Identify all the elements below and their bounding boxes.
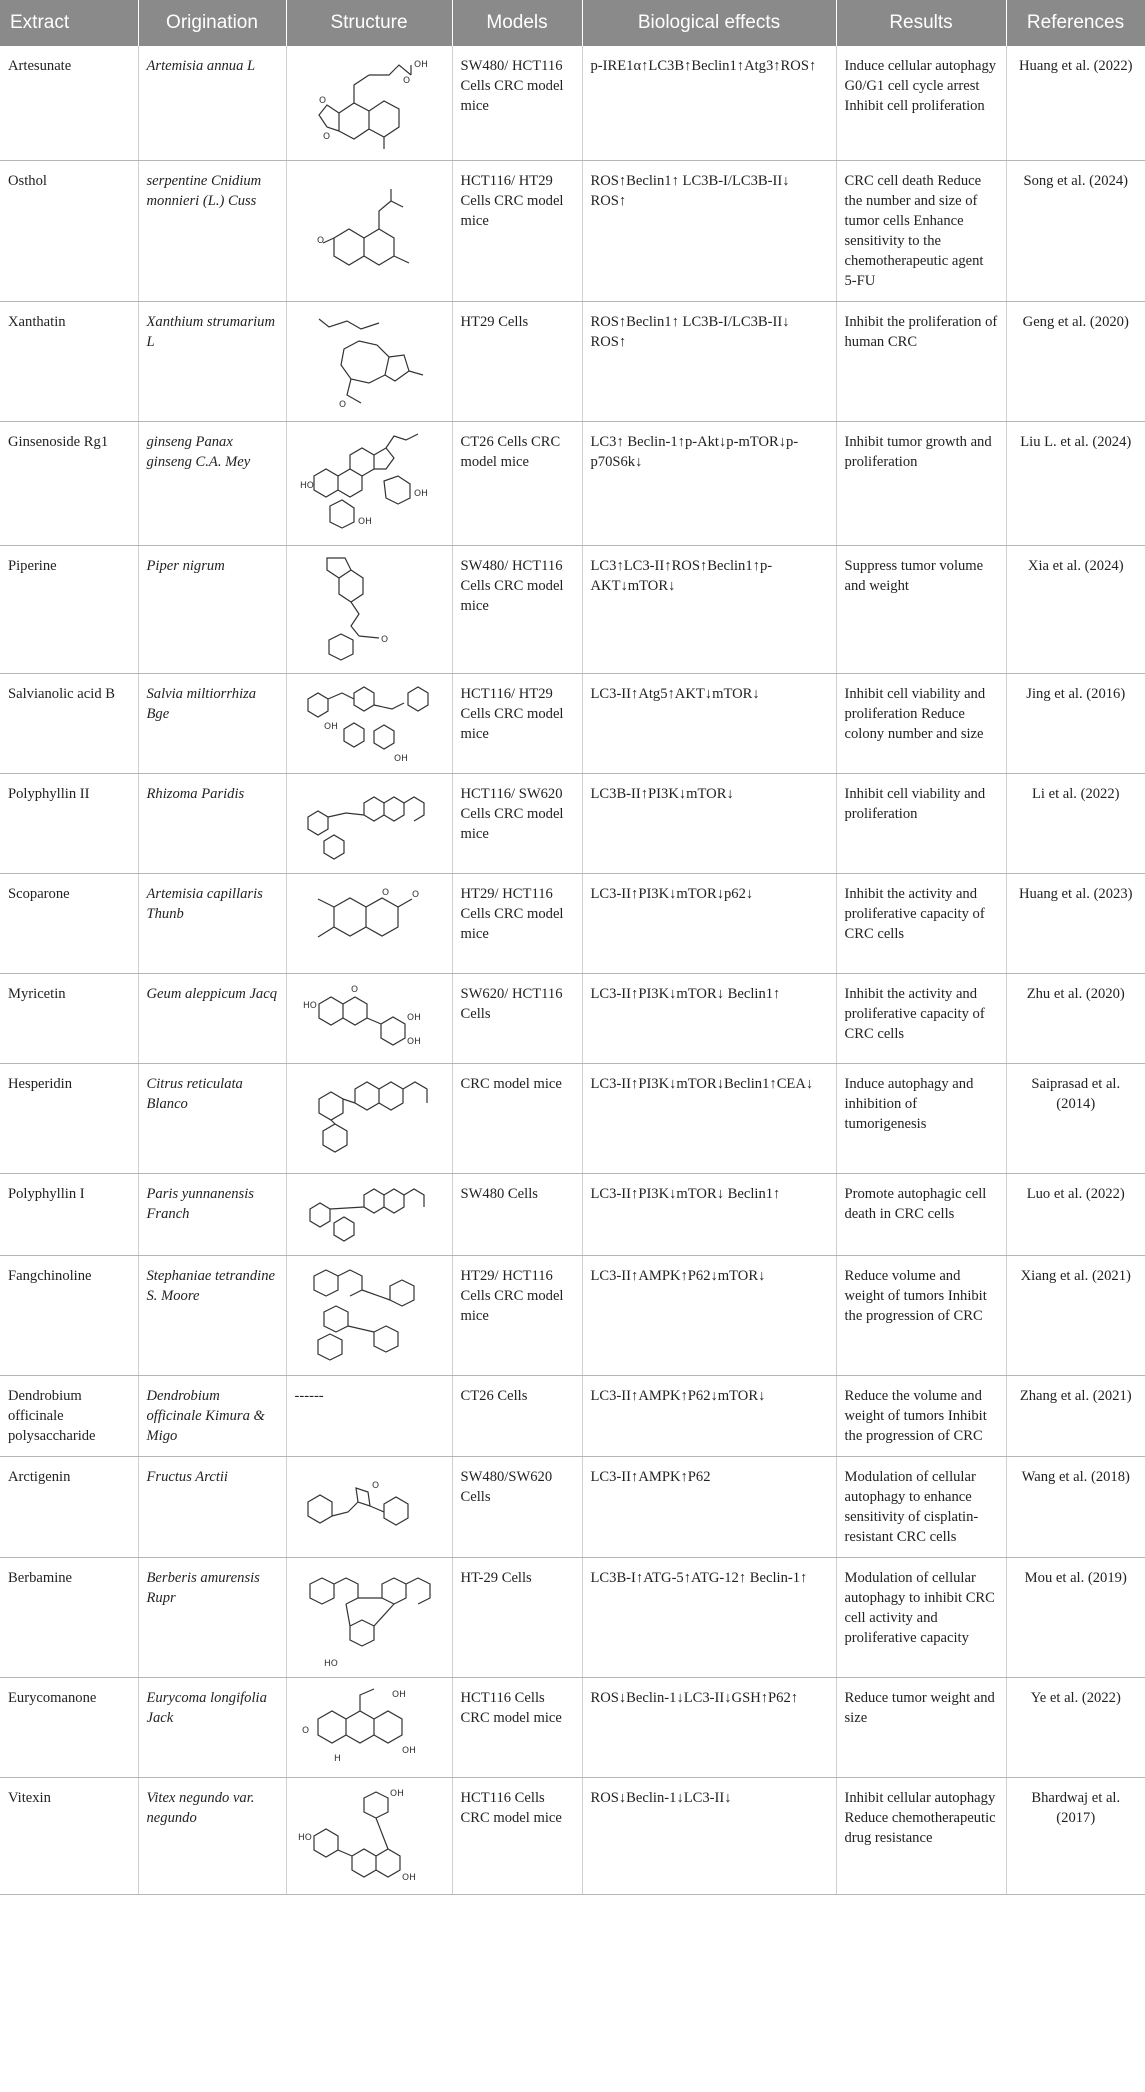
models-cell: HCT116/ HT29 Cells CRC model mice (452, 673, 582, 773)
table-row (0, 773, 1145, 873)
structure-cell: ------ (286, 1375, 452, 1456)
references-cell: Ye et al. (2022) (1006, 1677, 1145, 1777)
fangchinoline-structure-icon (294, 1262, 444, 1368)
svg-text:OH: OH (402, 1746, 416, 1756)
table-row (0, 873, 1145, 973)
svg-text:OH: OH (414, 59, 428, 70)
ginsenoside-structure-icon (294, 426, 444, 541)
models-cell: HT29/ HCT116 Cells CRC model mice (452, 1255, 582, 1375)
results-cell: Suppress tumor volume and weight (836, 545, 1006, 673)
header-references: References (1006, 0, 1145, 46)
effects-cell: LC3-II↑Atg5↑AKT↓mTOR↓ (582, 673, 836, 773)
structure-cell (286, 421, 452, 545)
references-cell: Song et al. (2024) (1006, 160, 1145, 301)
extract-cell: Ginsenoside Rg1 (0, 421, 138, 545)
origination-cell: Rhizoma Paridis (138, 773, 286, 873)
table-row (0, 421, 1145, 545)
models-cell: SW480/SW620 Cells (452, 1456, 582, 1557)
origination-cell: Berberis amurensis Rupr (138, 1557, 286, 1677)
effects-cell: LC3-II↑PI3K↓mTOR↓Beclin1↑CEA↓ (582, 1063, 836, 1173)
origination-cell: Fructus Arctii (138, 1456, 286, 1557)
extract-cell: Osthol (0, 160, 138, 301)
models-cell: HCT116/ SW620 Cells CRC model mice (452, 773, 582, 873)
references-cell: Li et al. (2022) (1006, 773, 1145, 873)
results-cell: Inhibit the activity and proliferative capacity of CRC cells (836, 873, 1006, 973)
effects-cell: ROS↑Beclin1↑ LC3B-I/LC3B-II↓ ROS↑ (582, 301, 836, 421)
origination-cell: Geum aleppicum Jacq (138, 973, 286, 1063)
svg-text:HO: HO (324, 1659, 338, 1669)
extract-cell: Berbamine (0, 1557, 138, 1677)
origination-cell: Artemisia annua L (138, 46, 286, 160)
svg-text:OH: OH (358, 516, 372, 527)
svg-text:OH: OH (394, 754, 408, 764)
structure-cell (286, 773, 452, 873)
extract-cell: Eurycomanone (0, 1677, 138, 1777)
table-row (0, 1557, 1145, 1677)
references-cell: Huang et al. (2022) (1006, 46, 1145, 160)
extract-cell: Scoparone (0, 873, 138, 973)
header-results: Results (836, 0, 1006, 46)
structure-cell (286, 46, 452, 160)
results-cell: Inhibit the proliferation of human CRC (836, 301, 1006, 421)
origination-cell: Stephaniae tetrandine S. Moore (138, 1255, 286, 1375)
extract-cell: Polyphyllin II (0, 773, 138, 873)
references-cell: Mou et al. (2019) (1006, 1557, 1145, 1677)
references-cell: Zhu et al. (2020) (1006, 973, 1145, 1063)
models-cell: CT26 Cells CRC model mice (452, 421, 582, 545)
structure-cell (286, 973, 452, 1063)
extract-cell: Hesperidin (0, 1063, 138, 1173)
table-row (0, 1063, 1145, 1173)
references-cell: Liu L. et al. (2024) (1006, 421, 1145, 545)
effects-cell: ROS↑Beclin1↑ LC3B-I/LC3B-II↓ ROS↑ (582, 160, 836, 301)
effects-cell: LC3-II↑PI3K↓mTOR↓p62↓ (582, 873, 836, 973)
artesunate-structure-icon (299, 53, 439, 153)
svg-text:O: O (403, 75, 411, 86)
table-row (0, 973, 1145, 1063)
table-row (0, 673, 1145, 773)
extract-cell: Xanthatin (0, 301, 138, 421)
effects-cell: LC3-II↑AMPK↑P62↓mTOR↓ (582, 1255, 836, 1375)
extract-cell: Polyphyllin I (0, 1173, 138, 1255)
effects-cell: p-IRE1α↑LC3B↑Beclin1↑Atg3↑ROS↑ (582, 46, 836, 160)
models-cell: SW480 Cells (452, 1173, 582, 1255)
effects-cell: LC3B-II↑PI3K↓mTOR↓ (582, 773, 836, 873)
models-cell: HCT116 Cells CRC model mice (452, 1677, 582, 1777)
results-cell: Promote autophagic cell death in CRC cells (836, 1173, 1006, 1255)
table-row (0, 1456, 1145, 1557)
models-cell: SW480/ HCT116 Cells CRC model mice (452, 545, 582, 673)
extract-cell: Arctigenin (0, 1456, 138, 1557)
models-cell: SW620/ HCT116 Cells (452, 973, 582, 1063)
origination-cell: Xanthium strumarium L (138, 301, 286, 421)
scoparone-structure-icon (294, 883, 444, 963)
svg-text:O: O (381, 635, 389, 645)
header-biological-effects: Biological effects (582, 0, 836, 46)
structure-cell (286, 1173, 452, 1255)
results-cell: Modulation of cellular autophagy to inhibit CRC cell activity and proliferative capacity (836, 1557, 1006, 1677)
table-row (0, 1777, 1145, 1894)
results-cell: Inhibit tumor growth and proliferation (836, 421, 1006, 545)
svg-text:OH: OH (392, 1690, 406, 1700)
structure-cell (286, 545, 452, 673)
models-cell: HT29/ HCT116 Cells CRC model mice (452, 873, 582, 973)
svg-text:O: O (302, 1726, 310, 1736)
models-cell: HT29 Cells (452, 301, 582, 421)
piperine-structure-icon (299, 550, 439, 668)
references-cell: Geng et al. (2020) (1006, 301, 1145, 421)
svg-text:OH: OH (390, 1788, 404, 1799)
hesperidin-structure-icon (299, 1069, 439, 1167)
references-cell: Jing et al. (2016) (1006, 673, 1145, 773)
results-cell: Inhibit cell viability and proliferation Reduce colony number and size (836, 673, 1006, 773)
table-row (0, 1173, 1145, 1255)
svg-text:HO: HO (303, 1001, 317, 1011)
results-cell: Induce cellular autophagy G0/G1 cell cycle arrest Inhibit cell proliferation (836, 46, 1006, 160)
berbamine-structure-icon (294, 1564, 444, 1670)
results-cell: Induce autophagy and inhibition of tumorigenesis (836, 1063, 1006, 1173)
structure-cell (286, 1777, 452, 1894)
arctigenin-structure-icon (294, 1478, 444, 1536)
extract-cell: Fangchinoline (0, 1255, 138, 1375)
effects-cell: LC3-II↑PI3K↓mTOR↓ Beclin1↑ (582, 1173, 836, 1255)
origination-cell: Dendrobium officinale Kimura & Migo (138, 1375, 286, 1456)
effects-cell: ROS↓Beclin-1↓LC3-II↓ (582, 1777, 836, 1894)
salvianolic-structure-icon (294, 679, 444, 767)
models-cell: SW480/ HCT116 Cells CRC model mice (452, 46, 582, 160)
structure-cell (286, 1456, 452, 1557)
effects-cell: LC3↑ Beclin-1↑p-Akt↓p-mTOR↓p-p70S6k↓ (582, 421, 836, 545)
header-origination: Origination (138, 0, 286, 46)
table-row (0, 1255, 1145, 1375)
references-cell: Bhardwaj et al. (2017) (1006, 1777, 1145, 1894)
effects-cell: LC3B-I↑ATG-5↑ATG-12↑ Beclin-1↑ (582, 1557, 836, 1677)
svg-text:O: O (382, 888, 390, 898)
results-cell: Inhibit cell viability and proliferation (836, 773, 1006, 873)
effects-cell: LC3-II↑AMPK↑P62↓mTOR↓ (582, 1375, 836, 1456)
vitexin-structure-icon (294, 1784, 444, 1888)
origination-cell: Piper nigrum (138, 545, 286, 673)
models-cell: HCT116 Cells CRC model mice (452, 1777, 582, 1894)
origination-cell: serpentine Cnidium monnieri (L.) Cuss (138, 160, 286, 301)
table-row (0, 545, 1145, 673)
results-cell: Reduce volume and weight of tumors Inhibit the progression of CRC (836, 1255, 1006, 1375)
extract-cell: Artesunate (0, 46, 138, 160)
effects-cell: LC3-II↑AMPK↑P62 (582, 1456, 836, 1557)
origination-cell: Artemisia capillaris Thunb (138, 873, 286, 973)
models-cell: CT26 Cells (452, 1375, 582, 1456)
references-cell: Xiang et al. (2021) (1006, 1255, 1145, 1375)
effects-cell: ROS↓Beclin-1↓LC3-II↓GSH↑P62↑ (582, 1677, 836, 1777)
structure-cell (286, 1677, 452, 1777)
results-cell: Reduce the volume and weight of tumors Inhibit the progression of CRC (836, 1375, 1006, 1456)
svg-text:O: O (323, 131, 331, 142)
header-structure: Structure (286, 0, 452, 46)
extract-cell: Piperine (0, 545, 138, 673)
references-cell: Xia et al. (2024) (1006, 545, 1145, 673)
models-cell: HT-29 Cells (452, 1557, 582, 1677)
references-cell: Huang et al. (2023) (1006, 873, 1145, 973)
structure-cell (286, 1063, 452, 1173)
origination-cell: Salvia miltiorrhiza Bge (138, 673, 286, 773)
results-cell: Reduce tumor weight and size (836, 1677, 1006, 1777)
results-cell: Inhibit cellular autophagy Reduce chemotherapeutic drug resistance (836, 1777, 1006, 1894)
results-cell: Modulation of cellular autophagy to enhance sensitivity of cisplatin-resistant CRC cells (836, 1456, 1006, 1557)
references-cell: Luo et al. (2022) (1006, 1173, 1145, 1255)
extract-cell: Dendrobium officinale polysaccharide (0, 1375, 138, 1456)
svg-text:O: O (339, 399, 347, 410)
effects-cell: LC3↑LC3-II↑ROS↑Beclin1↑p-AKT↓mTOR↓ (582, 545, 836, 673)
svg-text:O: O (319, 95, 327, 106)
table-row (0, 1677, 1145, 1777)
models-cell: CRC model mice (452, 1063, 582, 1173)
models-cell: HCT116/ HT29 Cells CRC model mice (452, 160, 582, 301)
svg-text:HO: HO (298, 1832, 312, 1843)
polyphyllin1-structure-icon (294, 1179, 444, 1249)
extract-cell: Salvianolic acid B (0, 673, 138, 773)
svg-text:OH: OH (407, 1037, 421, 1047)
origination-cell: Eurycoma longifolia Jack (138, 1677, 286, 1777)
svg-text:O: O (372, 1480, 380, 1491)
structure-cell (286, 1255, 452, 1375)
origination-cell: ginseng Panax ginseng C.A. Mey (138, 421, 286, 545)
polyphyllin2-structure-icon (294, 783, 444, 863)
header-extract: Extract (0, 0, 138, 46)
osthol-structure-icon (299, 183, 439, 278)
references-cell: Wang et al. (2018) (1006, 1456, 1145, 1557)
svg-text:OH: OH (414, 488, 428, 499)
effects-cell: LC3-II↑PI3K↓mTOR↓ Beclin1↑ (582, 973, 836, 1063)
svg-text:O: O (351, 985, 359, 995)
svg-text:O: O (412, 890, 420, 900)
xanthatin-structure-icon (299, 309, 439, 414)
table-row (0, 46, 1145, 160)
extract-cell: Vitexin (0, 1777, 138, 1894)
origination-cell: Citrus reticulata Blanco (138, 1063, 286, 1173)
table-row (0, 160, 1145, 301)
svg-text:HO: HO (300, 480, 314, 491)
header-models: Models (452, 0, 582, 46)
svg-text:OH: OH (402, 1872, 416, 1883)
origination-cell: Paris yunnanensis Franch (138, 1173, 286, 1255)
results-cell: CRC cell death Reduce the number and size of tumor cells Enhance sensitivity to the chemotherapeutic agent 5-FU (836, 160, 1006, 301)
references-cell: Zhang et al. (2021) (1006, 1375, 1145, 1456)
references-cell: Saiprasad et al. (2014) (1006, 1063, 1145, 1173)
svg-text:O: O (317, 236, 325, 246)
origination-cell: Vitex negundo var. negundo (138, 1777, 286, 1894)
structure-cell (286, 301, 452, 421)
svg-text:OH: OH (407, 1013, 421, 1023)
eurycomanone-structure-icon (294, 1683, 444, 1771)
structure-cell (286, 1557, 452, 1677)
extract-cell: Myricetin (0, 973, 138, 1063)
structure-cell (286, 673, 452, 773)
myricetin-structure-icon (299, 980, 439, 1056)
table-row (0, 301, 1145, 421)
structure-cell (286, 873, 452, 973)
structure-cell (286, 160, 452, 301)
svg-text:H: H (334, 1754, 341, 1764)
table-row (0, 1375, 1145, 1456)
header-row (0, 0, 1145, 46)
results-cell: Inhibit the activity and proliferative capacity of CRC cells (836, 973, 1006, 1063)
svg-text:OH: OH (324, 722, 338, 732)
